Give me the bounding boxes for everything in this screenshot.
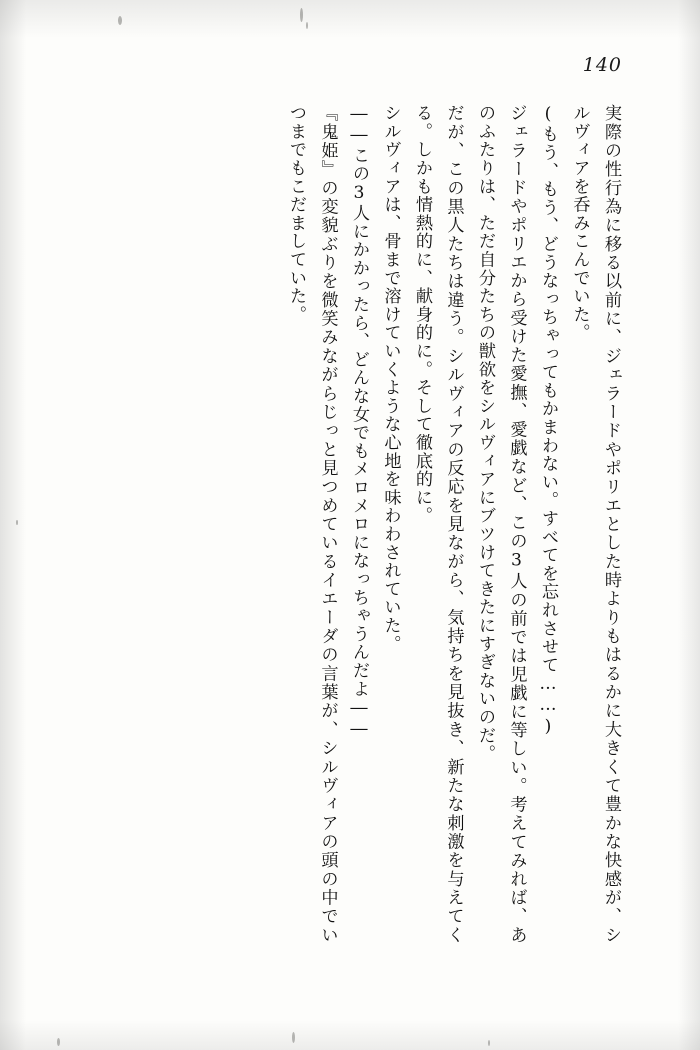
paragraph: だが、この黒人たちは違う。シルヴィアの反応を見ながら、気持ちを見抜き、新たな刺激を与えてくる。しかも情熱的に、献身的に。そして徹底的に。 (412, 104, 464, 944)
scan-speck (300, 8, 303, 22)
scan-speck (118, 16, 122, 25)
scan-speck (306, 22, 308, 29)
body-text (196, 104, 626, 944)
paragraph: ――この3人にかかったら、どんな女でもメロメロになっちゃうんだよ―― (349, 104, 369, 741)
page-right-edge-shading (678, 0, 700, 1050)
paragraph: (もう、もう、どうなっちゃってもかまわない。すべてを忘れさせて……) (538, 104, 558, 738)
scan-speck (488, 1040, 490, 1046)
scan-speck (292, 1032, 295, 1043)
scan-speck (57, 1038, 60, 1046)
paragraph: 『鬼姫』の変貌ぶりを微笑みながらじっと見つめているイエーダの言葉が、シルヴィアの頭の中でいつまでもこだましていた。 (286, 104, 338, 944)
paragraph: シルヴィアは、骨まで溶けていくような心地を味わわされていた。 (380, 104, 401, 653)
paragraph: ジェラードやポリエから受けた愛撫、愛戯など、この3人の前では児戯に等しい。考えてみれば、あのふたりは、ただ自分たちの獣欲をシルヴィアにブツけてきたにすぎないのだ。 (475, 104, 527, 944)
paragraph: 実際の性行為に移る以前に、ジェラードやポリエとした時よりもはるかに大きくて豊かな快感が、シルヴィアを呑みこんでいた。 (569, 104, 621, 944)
page-number: 140 (582, 54, 622, 76)
scan-speck (16, 520, 18, 525)
page-left-edge-shading (0, 0, 26, 1050)
